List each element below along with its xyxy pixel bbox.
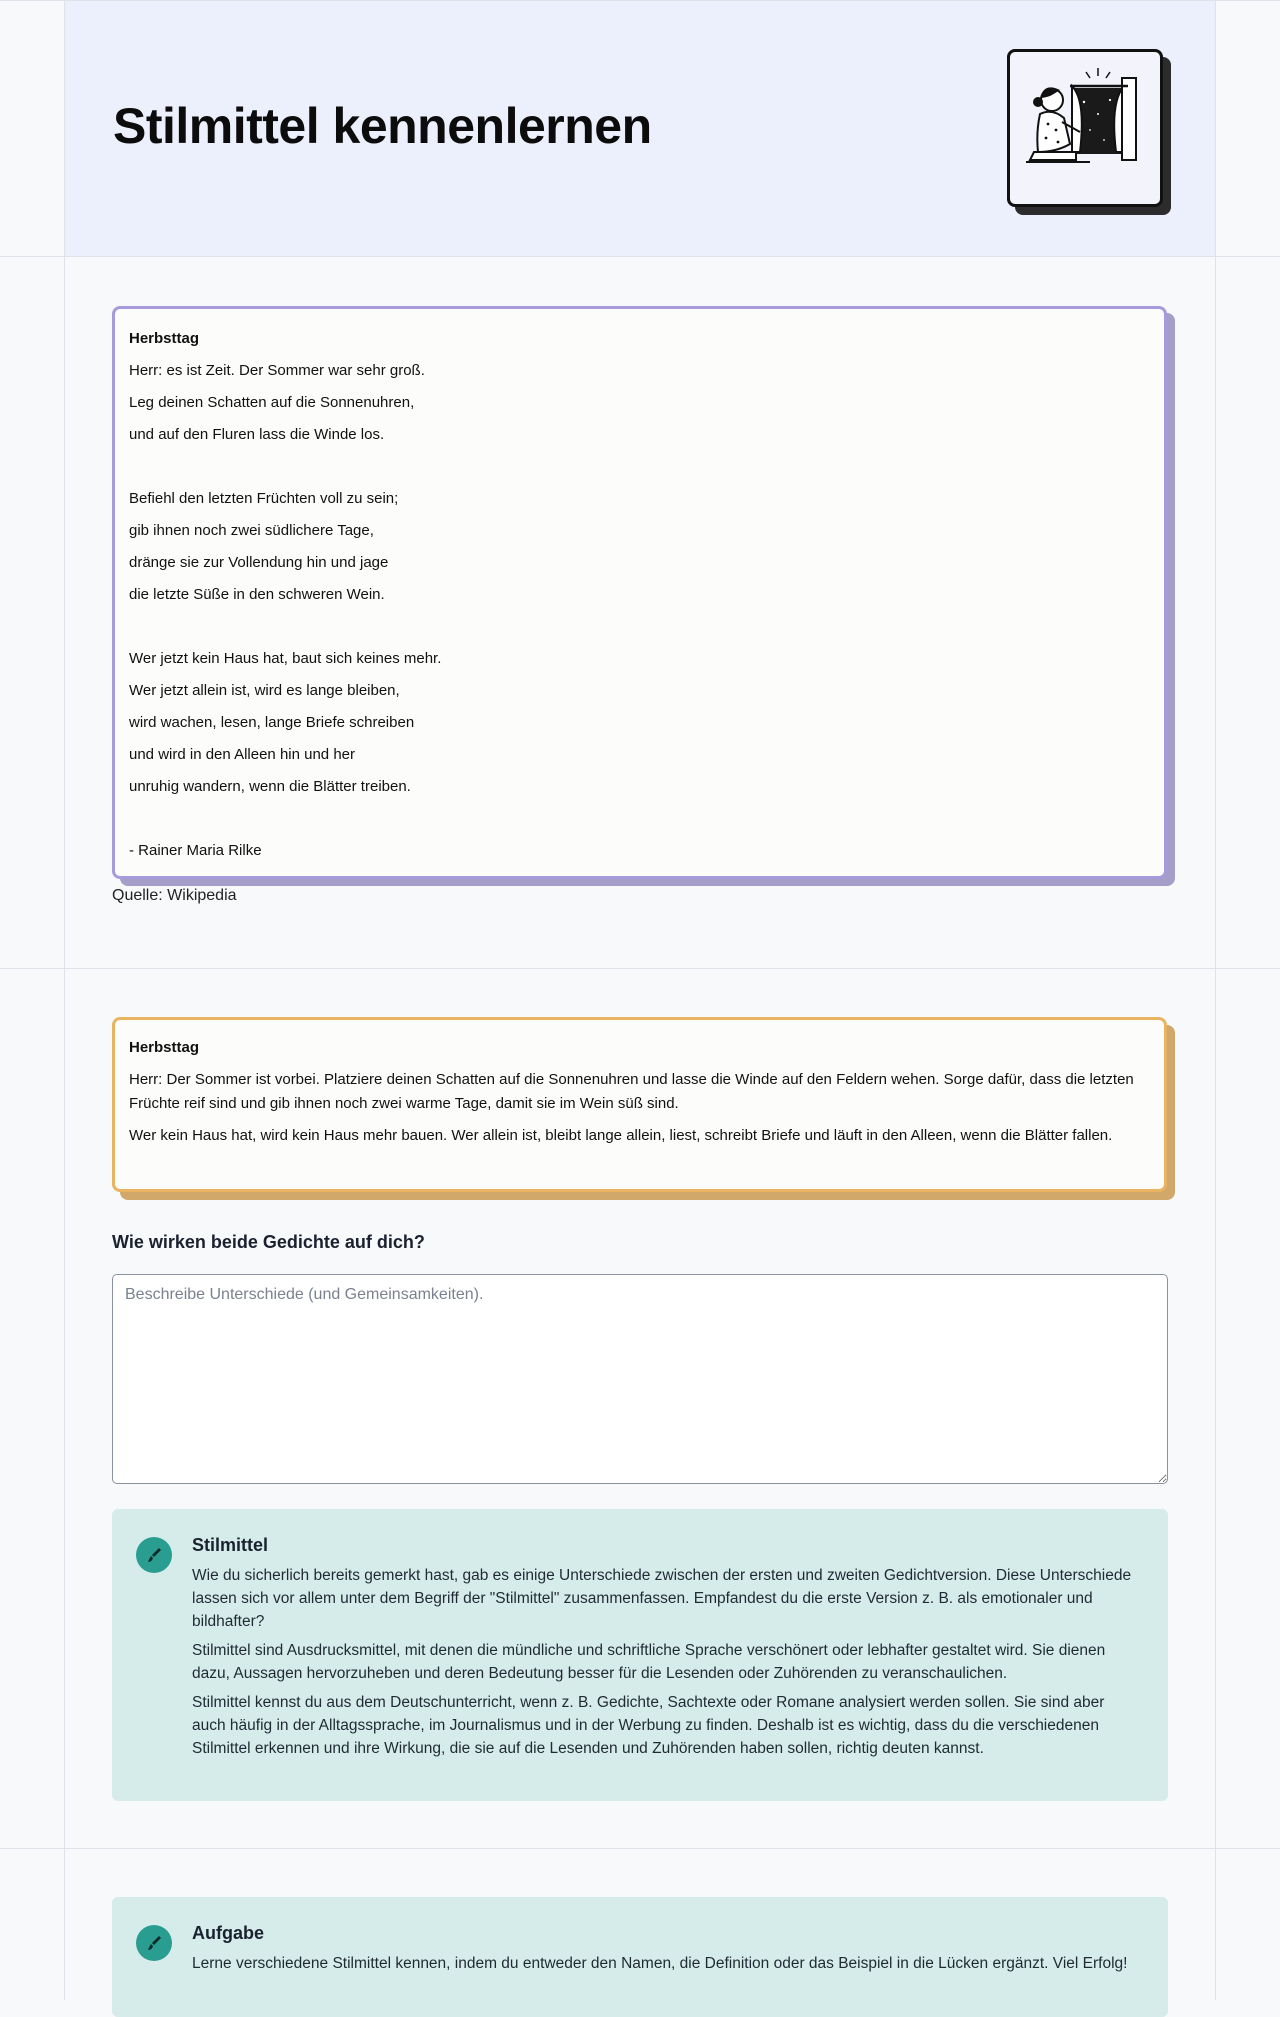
source-label: Quelle: bbox=[112, 887, 163, 904]
question-label: Wie wirken beide Gedichte auf dich? bbox=[112, 1232, 425, 1252]
poem-line: Wer jetzt kein Haus hat, baut sich keines mehr. bbox=[129, 650, 442, 667]
section-divider bbox=[0, 256, 1280, 257]
poem-line: dränge sie zur Vollendung hin und jage bbox=[129, 554, 389, 571]
brush-icon bbox=[136, 1925, 172, 1961]
brush-icon bbox=[136, 1537, 172, 1573]
poem-paragraph: Herr: Der Sommer ist vorbei. Platziere deinen Schatten auf die Sonnenuhren und lasse die Winde auf den Feldern wehen. Sorge dafür, dass die letzten Früchte reif sind und gib ihnen noch zwei warme Tage, damit sie im Wein süß sind. bbox=[129, 1071, 1134, 1112]
poem-line bbox=[129, 611, 1150, 643]
page-header bbox=[65, 1, 1215, 256]
poem-paragraph: Wer kein Haus hat, wird kein Haus mehr bauen. Wer allein ist, bleibt lange allein, liest, schreibt Briefe und läuft in den Alleen, wenn die Blätter fallen. bbox=[129, 1127, 1113, 1144]
poem-line: wird wachen, lesen, lange Briefe schreiben bbox=[129, 714, 415, 731]
poem-line bbox=[129, 803, 1150, 835]
poem-line: unruhig wandern, wenn die Blätter treiben. bbox=[129, 778, 411, 795]
section-divider bbox=[0, 1848, 1280, 1849]
source-note bbox=[112, 887, 237, 905]
page-title: Stilmittel kennenlernen bbox=[113, 98, 652, 154]
poem-line: und wird in den Alleen hin und her bbox=[129, 746, 355, 763]
source-name: Wikipedia bbox=[167, 887, 237, 904]
poem-line: gib ihnen noch zwei südlichere Tage, bbox=[129, 522, 374, 539]
info-box-aufgabe bbox=[112, 1897, 1168, 2017]
poem-line: und auf den Fluren lass die Winde los. bbox=[129, 426, 385, 443]
poem-line: Befiehl den letzten Früchten voll zu sein; bbox=[129, 490, 399, 507]
window-illustration bbox=[1007, 49, 1163, 207]
info-box-stilmittel bbox=[112, 1509, 1168, 1801]
info-paragraph: Stilmittel sind Ausdrucksmittel, mit denen die mündliche und schriftliche Sprache verschönert oder lebhafter gestaltet wird. Sie dienen dazu, Aussagen hervorzuheben und deren Bedeutung besser für die Lesenden oder Zuhörenden zu veranschaulichen. bbox=[192, 1642, 1106, 1682]
poem-title: Herbsttag bbox=[129, 1039, 200, 1056]
section-divider bbox=[0, 968, 1280, 969]
grid-line-right bbox=[1215, 0, 1216, 2000]
info-paragraph: Lerne verschiedene Stilmittel kennen, indem du entweder den Namen, die Definition oder das Beispiel in die Lücken ergänzt. Viel Erfolg! bbox=[192, 1955, 1128, 1972]
info-paragraph: Wie du sicherlich bereits gemerkt hast, gab es einige Unterschiede zwischen der ersten und zweiten Gedichtversion. Diese Unterschiede lassen sich vor allem unter dem Begriff der "Stilmittel" zusammenfassen. Empfandest du die erste Version z. B. als emotionaler und bildhafter? bbox=[192, 1567, 1132, 1630]
info-paragraph: Stilmittel kennst du aus dem Deutschunterricht, wenn z. B. Gedichte, Sachtexte oder Romane analysiert werden sollen. Sie sind aber auch häufig in der Alltagssprache, im Journalismus und in der Werbung zu finden. Deshalb ist es wichtig, dass du die verschiedenen Stilmittel erkennen und ihre Wirkung, die sie auf die Lesenden und Zuhörenden haben sollen, richtig deuten kannst. bbox=[192, 1694, 1105, 1757]
girl-at-window-icon bbox=[1010, 52, 1160, 204]
grid-line-left bbox=[64, 0, 65, 2000]
poem-original-card bbox=[112, 306, 1167, 879]
poem-line: Herr: es ist Zeit. Der Sommer war sehr groß. bbox=[129, 362, 425, 379]
answer-textarea[interactable] bbox=[112, 1274, 1168, 1484]
poem-title: Herbsttag bbox=[129, 330, 200, 347]
poem-line: Leg deinen Schatten auf die Sonnenuhren, bbox=[129, 394, 415, 411]
poem-author: - Rainer Maria Rilke bbox=[129, 842, 262, 859]
poem-plain-card bbox=[112, 1017, 1167, 1192]
poem-line: die letzte Süße in den schweren Wein. bbox=[129, 586, 385, 603]
poem-line: Wer jetzt allein ist, wird es lange bleiben, bbox=[129, 682, 400, 699]
info-title: Aufgabe bbox=[192, 1923, 264, 1943]
poem-line bbox=[129, 451, 1150, 483]
info-title: Stilmittel bbox=[192, 1535, 269, 1555]
